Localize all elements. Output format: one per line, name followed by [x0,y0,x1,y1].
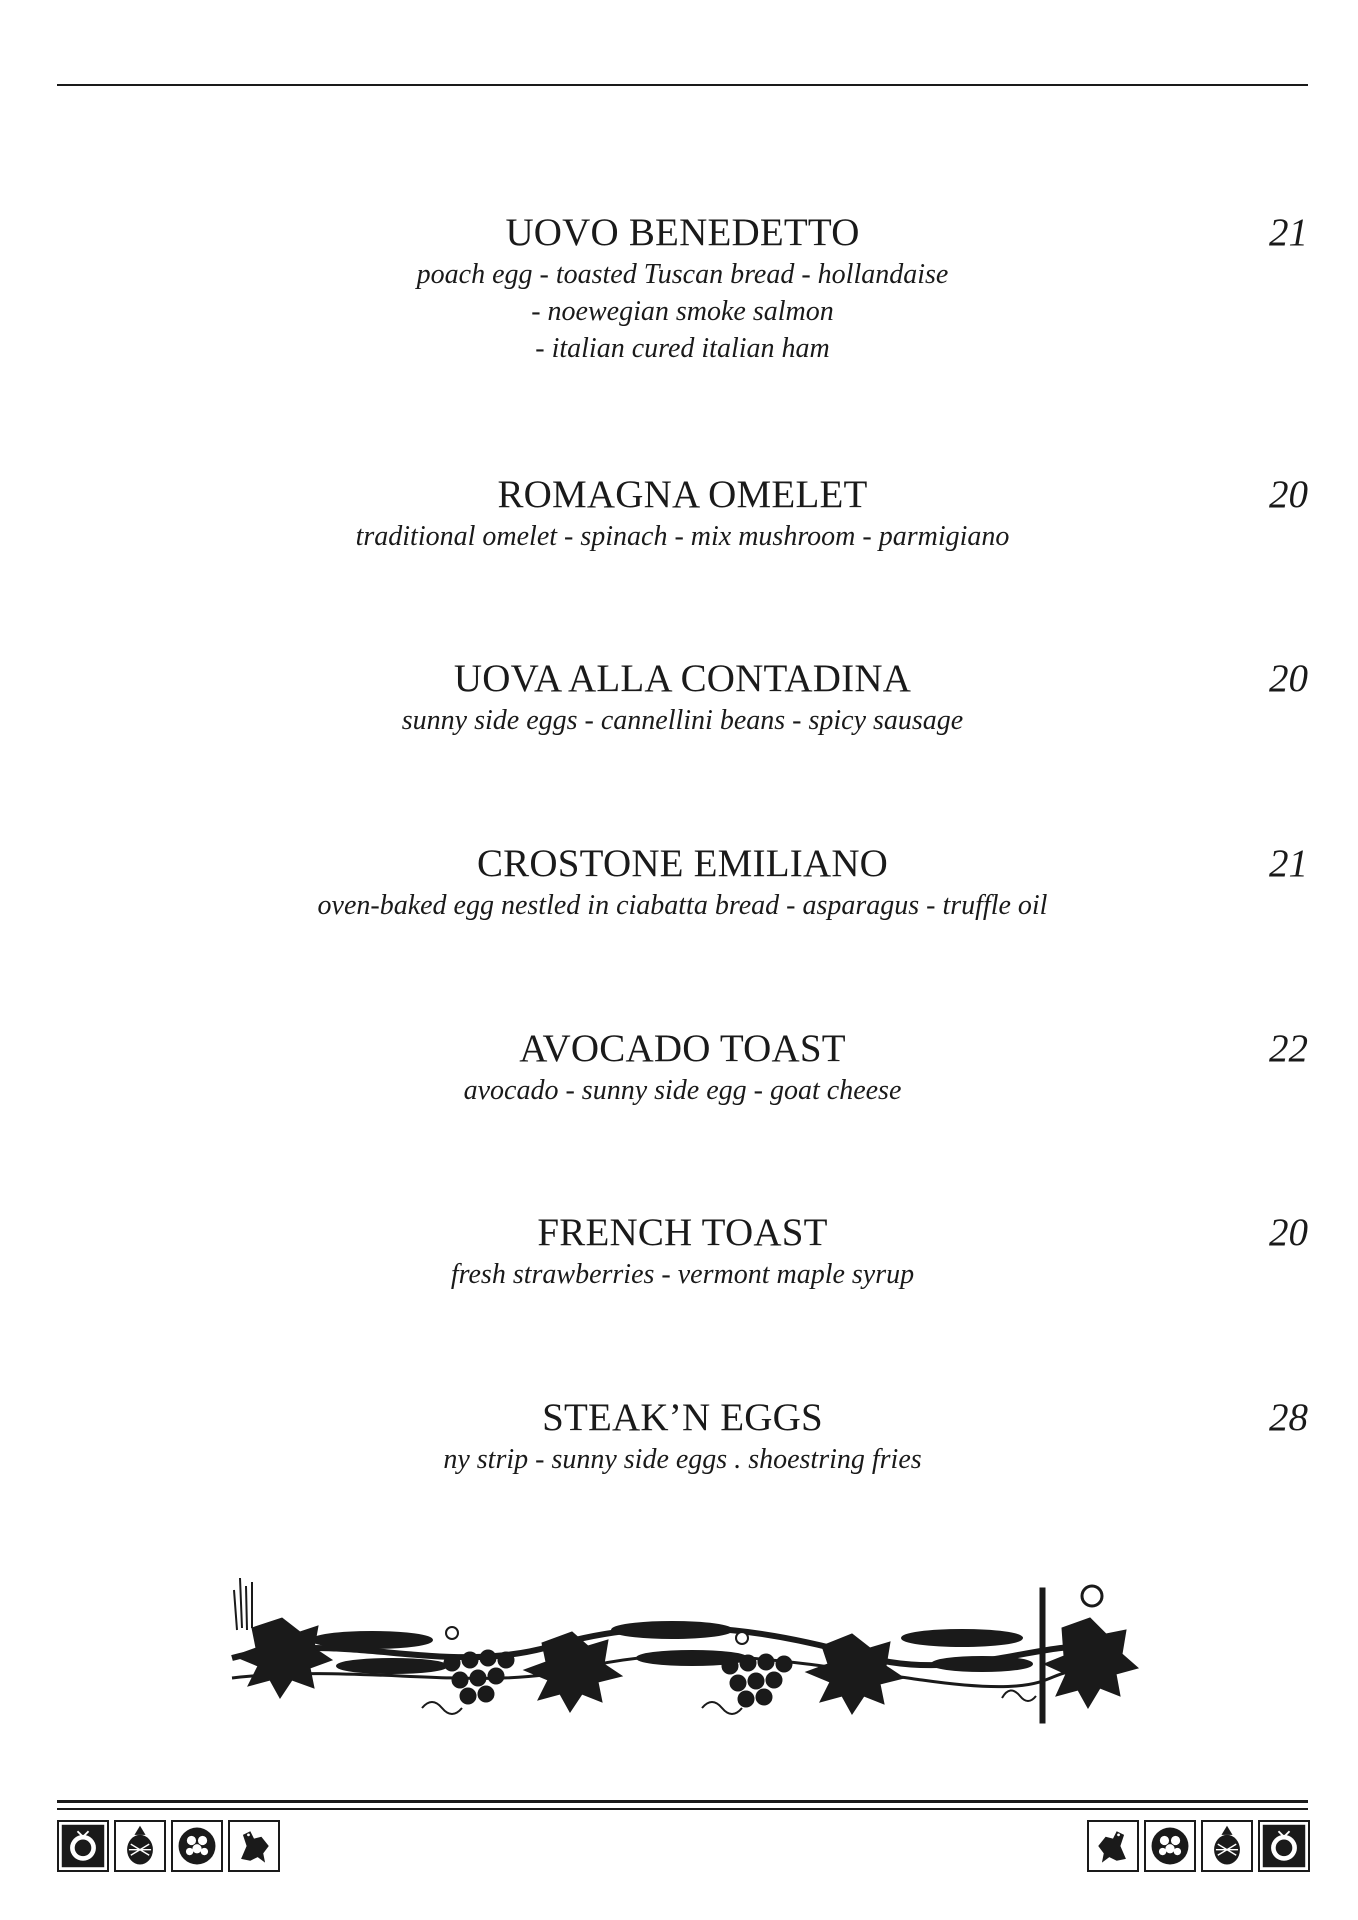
grapes-tile-icon [1144,1820,1196,1872]
grape-vine-border-icon [222,1568,1142,1728]
right-tile-row [1087,1820,1310,1876]
item-description-line: fresh strawberries - vermont maple syrup [450,1259,915,1290]
item-price: 28 [1269,1396,1308,1439]
item-title: UOVA ALLA CONTADINA [453,657,912,700]
pomegranate-tile-icon [1258,1820,1310,1872]
rooster-tile-icon [1087,1820,1139,1872]
item-price: 22 [1269,1027,1308,1070]
grapes-tile-icon [171,1820,223,1872]
pomegranate-tile-icon [57,1820,109,1872]
top-divider [57,84,1308,86]
item-description-line: avocado - sunny side egg - goat cheese [463,1075,902,1106]
item-title: FRENCH TOAST [537,1211,828,1254]
item-title: STEAK’N EGGS [542,1396,823,1439]
item-title: AVOCADO TOAST [519,1027,846,1070]
item-description-line: - italian cured italian ham [535,333,830,364]
pineapple-tile-icon [114,1820,166,1872]
menu-item-romagna-omelet [57,472,1308,555]
item-description-line: ny strip - sunny side eggs . shoestring fries [443,1444,922,1475]
item-price: 20 [1269,473,1308,516]
menu-item-french-toast [57,1210,1308,1293]
pineapple-tile-icon [1201,1820,1253,1872]
item-price: 21 [1269,842,1308,885]
item-description-line: - noewegian smoke salmon [531,296,834,327]
item-description-line: poach egg - toasted Tuscan bread - hollandaise [416,259,949,290]
menu-item-uova-alla-contadina [57,656,1308,739]
menu-item-steak-n-eggs [57,1395,1308,1478]
menu-item-uovo-benedetto [57,210,1308,367]
item-title: ROMAGNA OMELET [497,473,868,516]
rooster-tile-icon [228,1820,280,1872]
bottom-divider-thick [57,1800,1308,1803]
item-price: 21 [1269,211,1308,254]
item-price: 20 [1269,657,1308,700]
item-title: UOVO BENEDETTO [505,211,860,254]
item-title: CROSTONE EMILIANO [476,842,889,885]
item-description-line: sunny side eggs - cannellini beans - spicy sausage [401,705,964,736]
item-description-line: oven-baked egg nestled in ciabatta bread - asparagus - truffle oil [317,890,1048,921]
left-tile-row [57,1820,280,1876]
menu-item-crostone-emiliano [57,841,1308,924]
bottom-divider-thin [57,1808,1308,1810]
item-price: 20 [1269,1211,1308,1254]
menu-item-avocado-toast [57,1026,1308,1109]
item-description-line: traditional omelet - spinach - mix mushroom - parmigiano [355,521,1010,552]
